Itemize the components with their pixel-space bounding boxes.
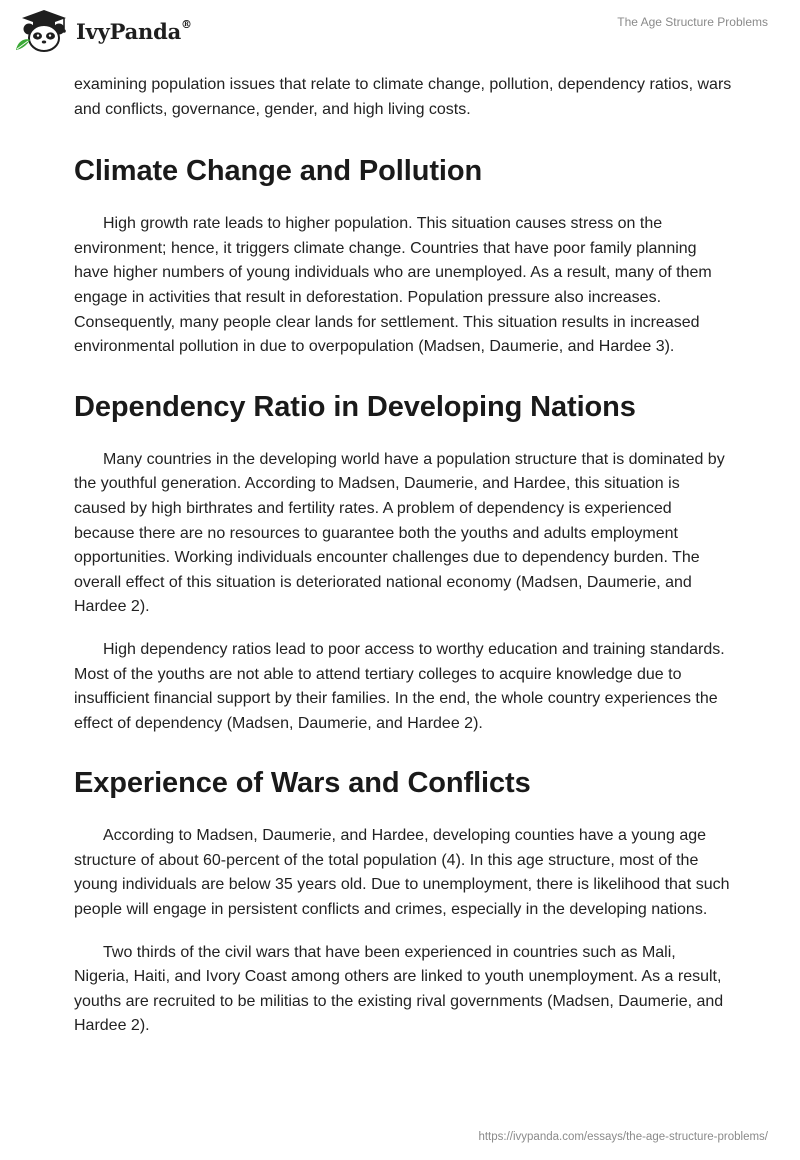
document-title: The Age Structure Problems — [617, 15, 768, 29]
section-heading-dependency: Dependency Ratio in Developing Nations — [74, 390, 636, 423]
panda-graduate-icon — [14, 8, 72, 54]
registered-mark: ® — [181, 17, 192, 31]
source-url[interactable]: https://ivypanda.com/essays/the-age-structure-problems/ — [478, 1131, 768, 1143]
intro-paragraph-tail: examining population issues that relate to climate change, pollution, dependency ratios, wars and conflicts, governance, gender, and high living costs. — [74, 76, 732, 118]
paragraph: Two thirds of the civil wars that have been experienced in countries such as Mali, Nigeria, Haiti, and Ivory Coast among others are linked to youth unemployment. As a result, youths are recruited to be militias to the existing rival governments (Madsen, Daumerie, and Hardee 2). — [74, 943, 724, 1035]
paragraph: According to Madsen, Daumerie, and Hardee, developing counties have a young age structure of about 60-percent of the total population (4). In this age structure, most of the young individuals are below 35 years old. Due to unemployment, there is likelihood that such people will engage in persistent conflicts and crimes, especially in the developing nations. — [74, 827, 730, 919]
section-heading-wars: Experience of Wars and Conflicts — [74, 767, 531, 800]
brand-name: IvyPanda® — [76, 17, 192, 44]
essay-content — [74, 70, 734, 1039]
paragraph: High growth rate leads to higher population. This situation causes stress on the environment; hence, it triggers climate change. Countries that have poor family planning have higher numbers of young individuals who are unemployed. As a result, many of them engage in activities that result in deforestation. Population pressure also increases. Consequently, many people clear lands for settlement. This situation results in increased environmental pollution in due to overpopulation (Madsen, Daumerie, and Hardee 3). — [74, 215, 712, 356]
paragraph: Many countries in the developing world have a population structure that is dominated by the youthful generation. According to Madsen, Daumerie, and Hardee, this situation is caused by high birthrates and fertility rates. A problem of dependency is experienced because there are no resources to guarantee both the youths and adults employment opportunities. Working individuals encounter challenges due to dependency burden. The overall effect of this situation is deteriorated national economy (Madsen, Daumerie, and Hardee 2). — [74, 450, 725, 616]
ivypanda-logo[interactable] — [14, 8, 192, 54]
paragraph: High dependency ratios lead to poor access to worthy education and training standards. Most of the youths are not able to attend tertiary colleges to acquire knowledge due to insufficient financial support by their families. In the end, the whole country experiences the effect of dependency (Madsen, Daumerie, and Hardee 2). — [74, 640, 725, 732]
section-heading-climate: Climate Change and Pollution — [74, 155, 483, 188]
page-header — [0, 0, 800, 70]
